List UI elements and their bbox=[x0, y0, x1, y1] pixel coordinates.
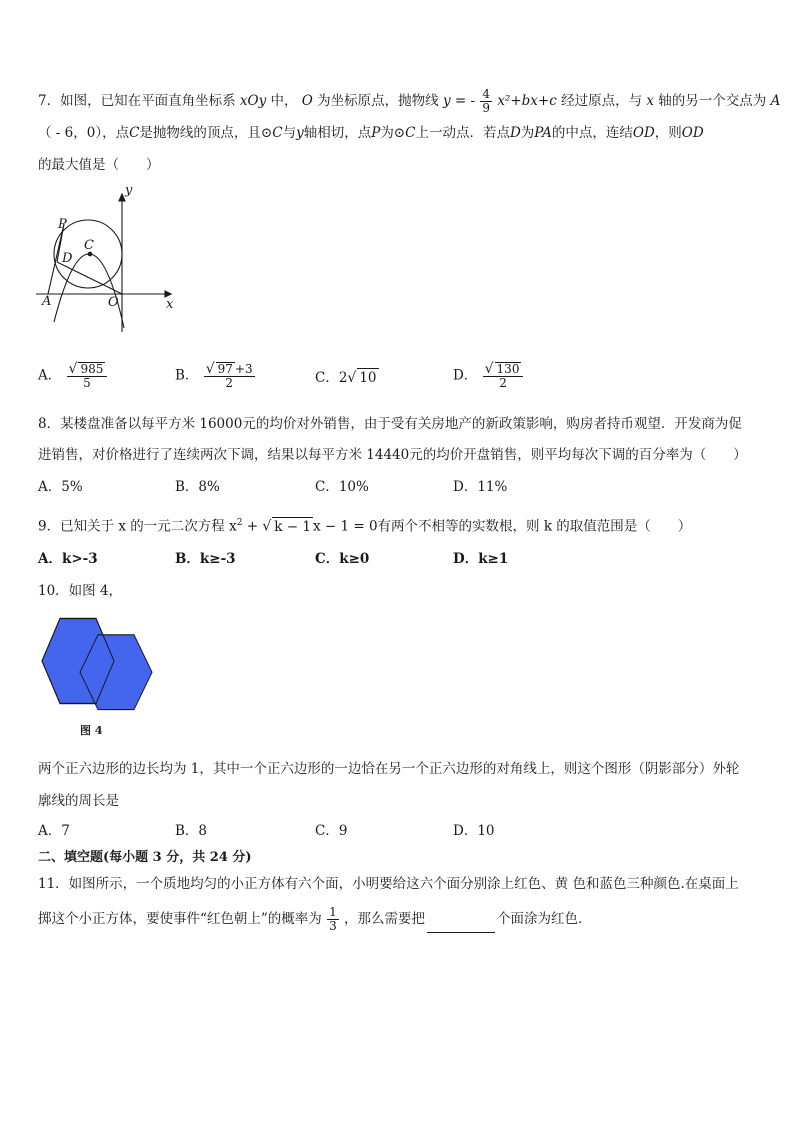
q10-option-d[interactable]: D．10 bbox=[453, 823, 495, 839]
q8-option-d[interactable]: D．11% bbox=[453, 479, 508, 495]
q7-line1 bbox=[38, 88, 780, 115]
q8-line1: 8．某楼盘准备以每平方米 16000元的均价对外销售，由于受有关房地产的新政策影响，购房者持币观望．开发商为促 bbox=[38, 416, 742, 432]
q9-option-d[interactable]: D．k≥1 bbox=[453, 551, 509, 567]
q7-option-a[interactable]: A． $\frac{√ 985}{5}$ bbox=[38, 362, 108, 390]
q7-figure bbox=[36, 182, 186, 342]
q11-fraction: $\frac{1}{3}$ bbox=[329, 905, 337, 933]
q10-hexagon-figure bbox=[36, 614, 156, 738]
label-a: A bbox=[42, 294, 52, 309]
q7-coord-label: xOy bbox=[239, 93, 267, 109]
q10-option-c[interactable]: C．9 bbox=[315, 823, 348, 839]
q10-line2: 两个正六边形的边长均为 1，其中一个正六边形的一边恰在另一个正六边形的对角线上，则这个图形（阴影部分）外轮 bbox=[38, 761, 740, 777]
q9-option-b[interactable]: B．k≥-3 bbox=[175, 551, 236, 567]
figure-label: 图 4 bbox=[80, 724, 103, 737]
q7-eq: = - bbox=[454, 93, 476, 109]
q7-text: 为坐标原点，抛物线 bbox=[317, 93, 439, 109]
q7-option-b[interactable]: B． $\frac{√ 97 +3}{2}$ bbox=[175, 361, 253, 390]
label-c: C bbox=[84, 238, 94, 253]
q9-option-a[interactable]: A．k>-3 bbox=[38, 551, 98, 567]
q11-line1: 11．如图所示，一个质地均匀的小正方体有六个面，小明要给这六个面分别涂上红色、黄 色和蓝色三种颜色.在桌面上 bbox=[38, 876, 739, 892]
q7-polynomial: x²+bx+c bbox=[497, 93, 557, 109]
q10-option-a[interactable]: A．7 bbox=[38, 823, 70, 839]
q7-var-y: y bbox=[442, 93, 451, 109]
q10-option-b[interactable]: B．8 bbox=[175, 823, 208, 839]
q8-option-b[interactable]: B．8% bbox=[175, 479, 220, 495]
q10-line3: 廓线的周长是 bbox=[38, 793, 119, 809]
q7-point-o: O bbox=[301, 93, 313, 109]
q7-line3: 的最大值是（ ） bbox=[38, 157, 160, 173]
q8-option-a[interactable]: A．5% bbox=[38, 479, 83, 495]
q7-option-c[interactable]: C．2√ 10 bbox=[315, 370, 377, 386]
q7-var-x: x bbox=[646, 93, 654, 109]
q7-point-a: A bbox=[770, 93, 781, 109]
q7-text: 经过原点，与 bbox=[561, 93, 643, 109]
label-y: y bbox=[125, 183, 133, 198]
q7-text: 轴的另一个交点为 bbox=[658, 93, 767, 109]
q11-answer-blank[interactable] bbox=[427, 918, 495, 933]
label-d: D bbox=[62, 251, 73, 266]
q9-line: 9．已知关于 x 的一元二次方程 $x^2$ + √ k − 1 x − 1 = 0有两个不相等的实数根，则 k 的取值范围是（ ） bbox=[38, 518, 692, 535]
label-p: P bbox=[58, 217, 67, 232]
q8-option-c[interactable]: C．10% bbox=[315, 479, 369, 495]
q8-line2: 进销售，对价格进行了连续两次下调，结果以每平方米 14440元的均价开盘销售，则平均每次下调的百分率为（ ） bbox=[38, 447, 747, 463]
q7-text: 中， bbox=[270, 93, 298, 109]
q7-text: 7．如图，已知在平面直角坐标系 bbox=[38, 93, 236, 109]
q7-fraction: $\frac{4}{9}$ bbox=[482, 87, 491, 115]
label-x: x bbox=[166, 297, 174, 312]
q7-line2: （ - 6，0），点C是抛物线的顶点，且⊙C与y轴相切，点P为⊙C上一动点．若点D为PA的中点，连结OD，则OD bbox=[38, 125, 704, 141]
q10-line1: 10．如图 4， bbox=[38, 583, 123, 599]
q9-option-c[interactable]: C．k≥0 bbox=[315, 551, 370, 567]
label-o: O bbox=[108, 295, 119, 310]
q11-line2: 掷这个小正方体，要使事件“红色朝上”的概率为 $\frac{1}{3}$ ，那么需要把 个面涂为红色． bbox=[38, 905, 592, 933]
q7-option-d[interactable]: D． $\frac{√ 130}{2}$ bbox=[453, 362, 524, 390]
section-title-fill-in: 二、填空题(每小题 3 分，共 24 分) bbox=[38, 850, 252, 865]
